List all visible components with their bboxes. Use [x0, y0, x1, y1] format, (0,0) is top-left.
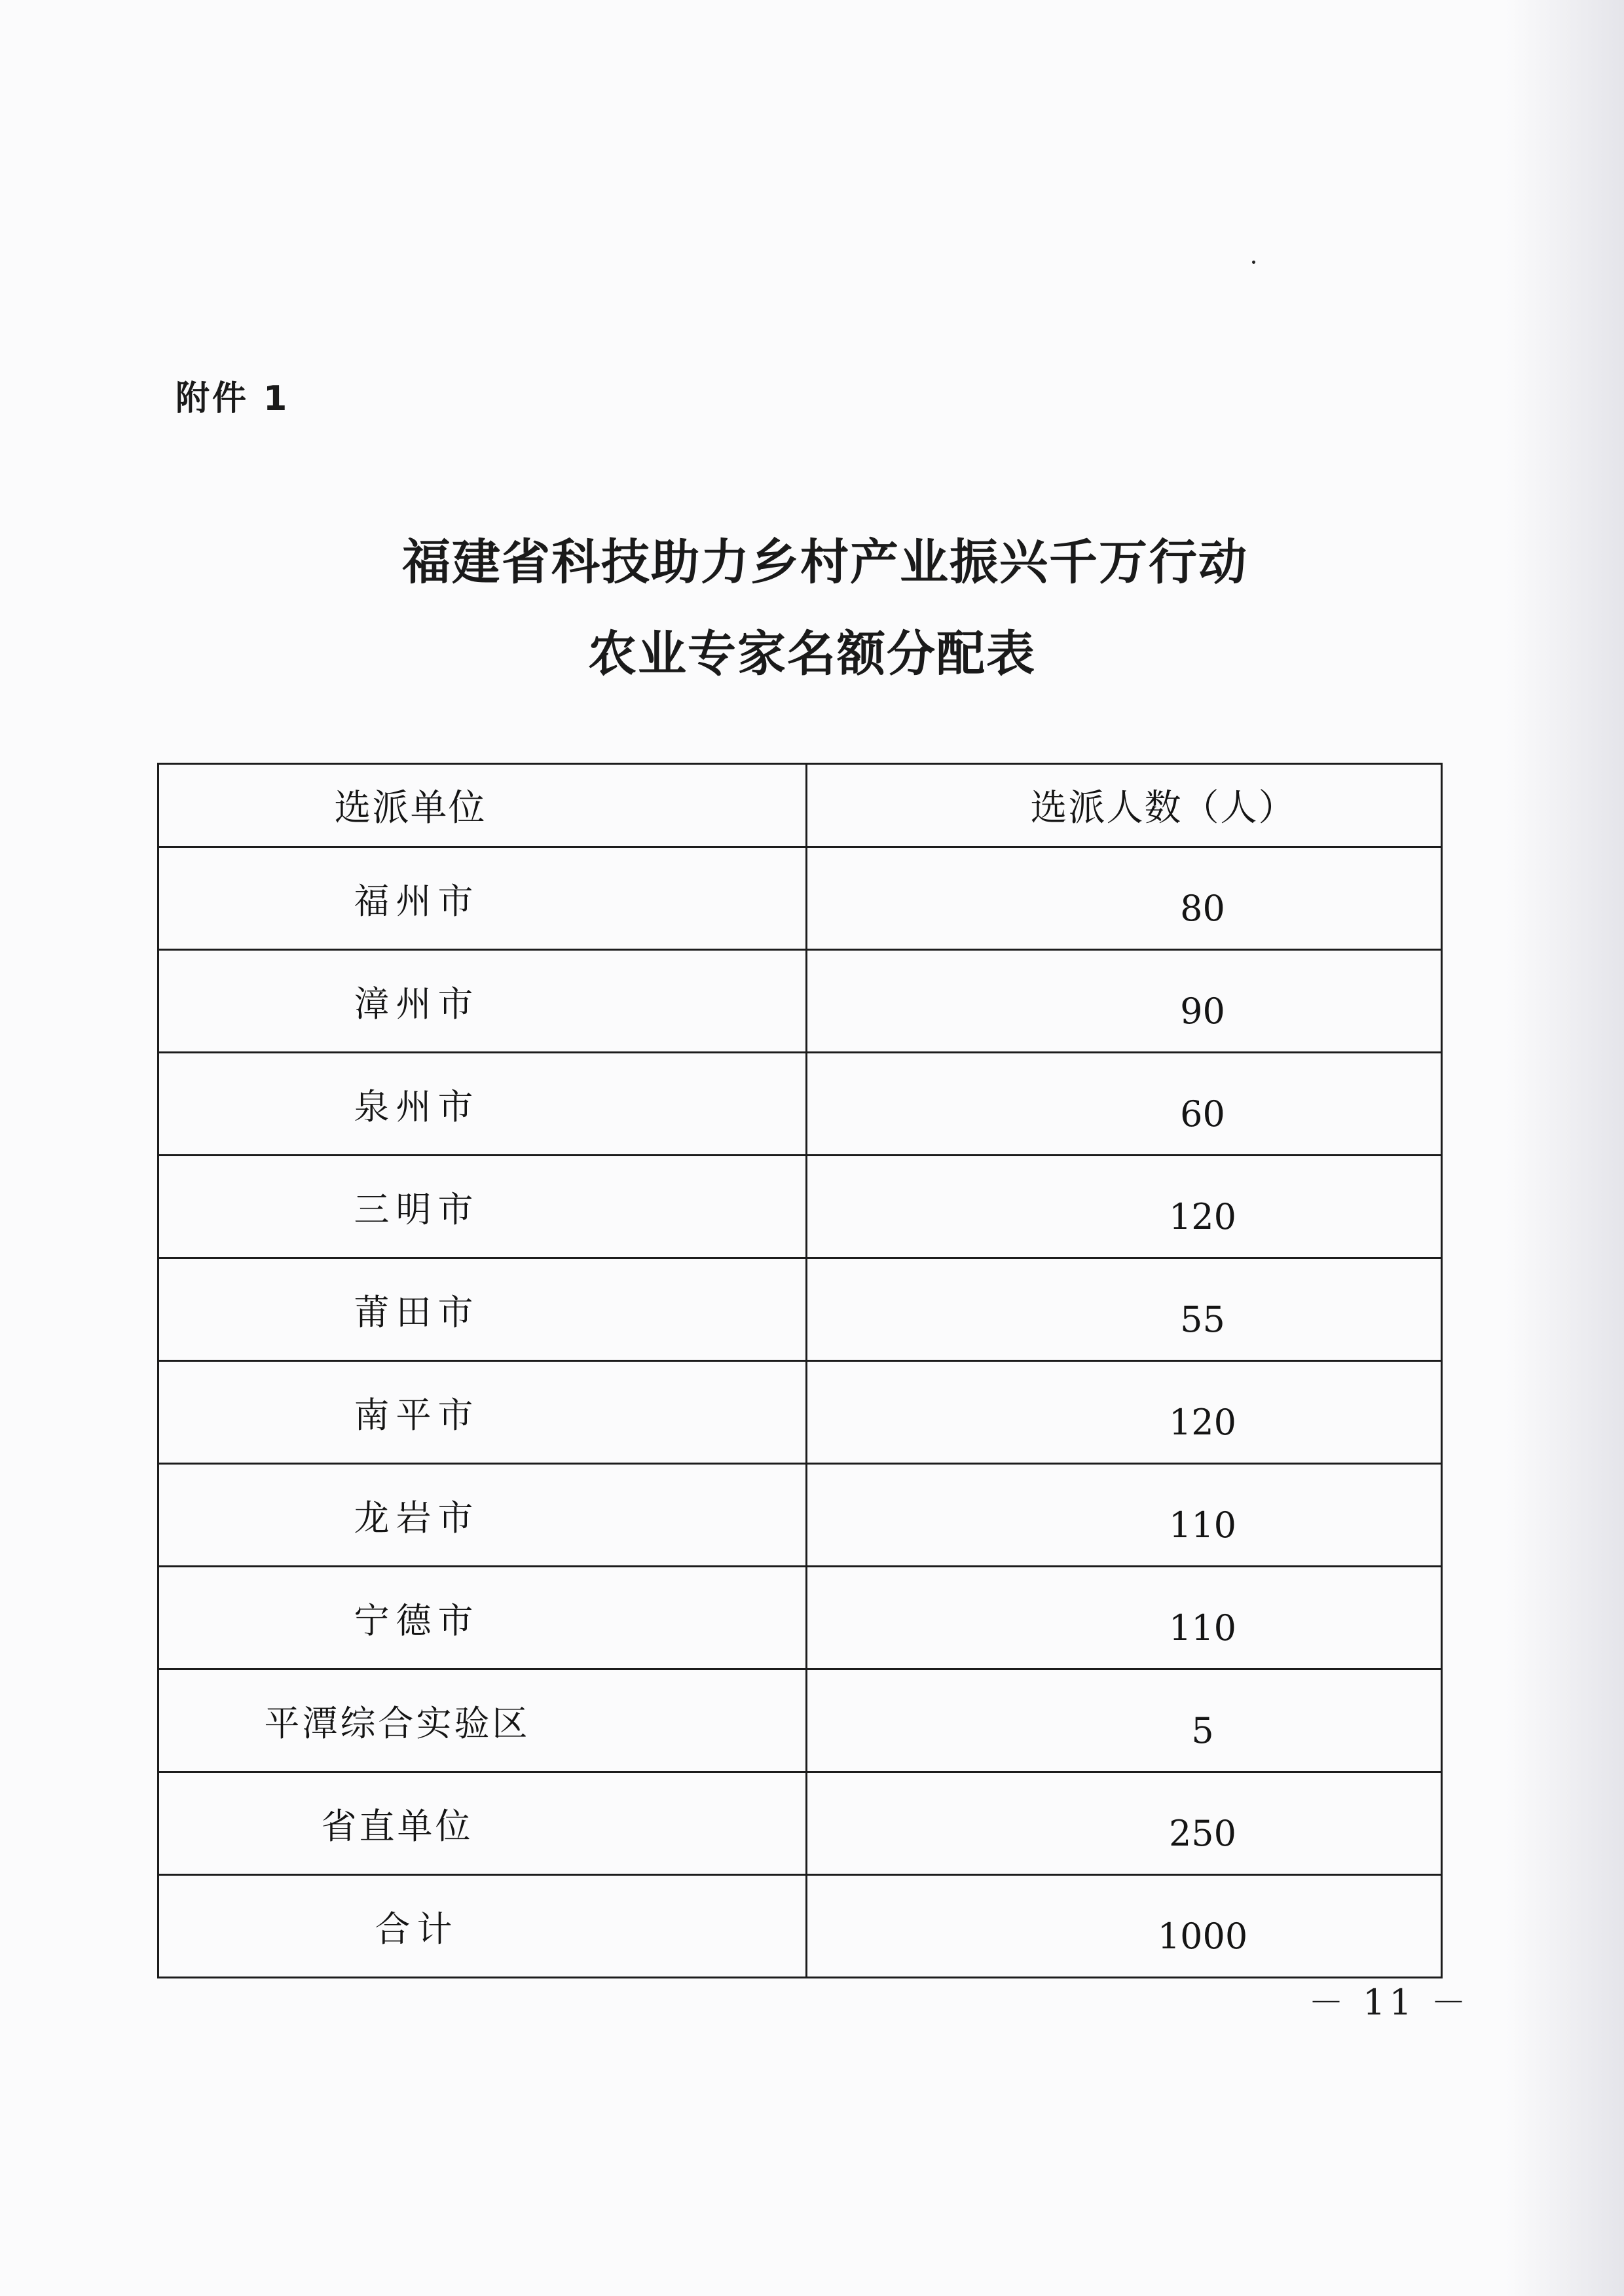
row-unit: 宁德市	[158, 1567, 807, 1669]
table-row	[158, 950, 1442, 1053]
table-total-row	[158, 1875, 1442, 1978]
row-unit: 三明市	[158, 1156, 807, 1258]
total-count: 1000	[807, 1875, 1442, 1978]
table-row	[158, 1669, 1442, 1772]
row-count: 120	[807, 1156, 1442, 1258]
row-unit: 漳州市	[158, 950, 807, 1053]
total-label: 合计	[158, 1875, 807, 1978]
document-title-line-2: 农业专家名额分配表	[588, 626, 1036, 682]
page-number: － 11 －	[1308, 1982, 1471, 2023]
row-unit: 泉州市	[158, 1053, 807, 1156]
row-count: 110	[807, 1464, 1442, 1567]
row-count: 120	[807, 1361, 1442, 1464]
table-row	[158, 1772, 1442, 1875]
row-unit: 龙岩市	[158, 1464, 807, 1567]
row-unit: 省直单位	[158, 1772, 807, 1875]
table-row	[158, 1361, 1442, 1464]
row-count: 110	[807, 1567, 1442, 1669]
attachment-label: 附件 1	[175, 379, 290, 418]
row-count: 55	[807, 1258, 1442, 1361]
table-row	[158, 1258, 1442, 1361]
row-unit: 南平市	[158, 1361, 807, 1464]
header-unit: 选派单位	[158, 764, 807, 847]
row-unit: 平潭综合实验区	[158, 1669, 807, 1772]
page-edge-shade	[1506, 0, 1624, 2296]
table-row	[158, 1567, 1442, 1669]
header-count: 选派人数（人）	[807, 764, 1442, 847]
row-count: 60	[807, 1053, 1442, 1156]
row-count: 80	[807, 847, 1442, 950]
row-count: 250	[807, 1772, 1442, 1875]
row-count: 90	[807, 950, 1442, 1053]
table-row	[158, 1053, 1442, 1156]
table-row	[158, 1464, 1442, 1567]
table-row	[158, 847, 1442, 950]
row-unit: 福州市	[158, 847, 807, 950]
table-row	[158, 1156, 1442, 1258]
document-title-line-1: 福建省科技助力乡村产业振兴千万行动	[402, 534, 1248, 591]
allocation-table	[157, 763, 1443, 1978]
row-unit: 莆田市	[158, 1258, 807, 1361]
table-header-row	[158, 764, 1442, 847]
scan-speck	[1252, 261, 1255, 264]
row-count: 5	[807, 1669, 1442, 1772]
